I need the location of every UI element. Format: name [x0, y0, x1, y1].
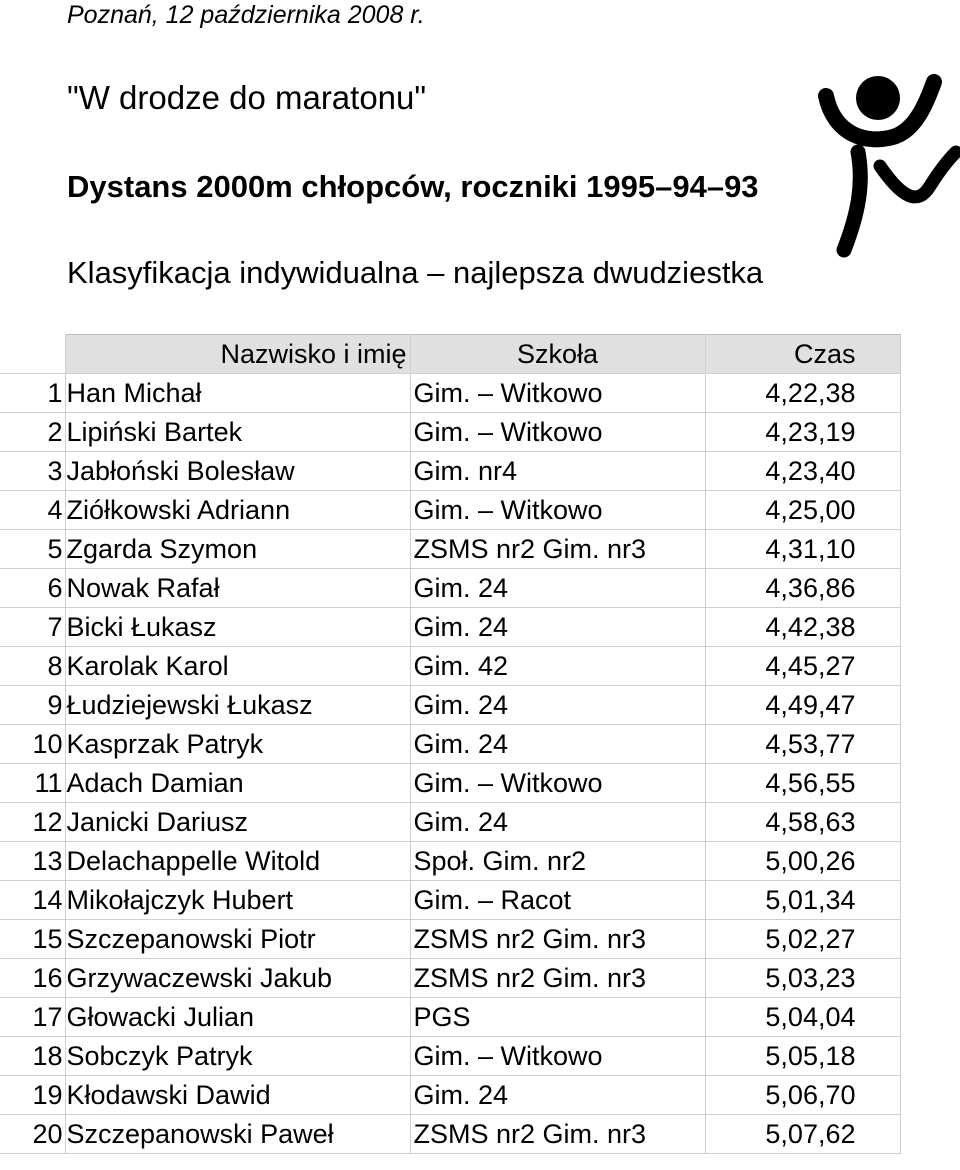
cell-rank: 15	[0, 920, 65, 959]
cell-rank: 18	[0, 1037, 65, 1076]
cell-rank: 20	[0, 1115, 65, 1154]
cell-school: Gim. 24	[410, 725, 705, 764]
cell-school: Gim. 24	[410, 803, 705, 842]
table-row	[0, 569, 900, 608]
cell-name: Mikołajczyk Hubert	[65, 881, 410, 920]
cell-name: Szczepanowski Paweł	[65, 1115, 410, 1154]
cell-rank: 19	[0, 1076, 65, 1115]
cell-time: 5,00,26	[705, 842, 900, 881]
cell-school: Gim. – Witkowo	[410, 1037, 705, 1076]
table-row	[0, 1115, 900, 1154]
cell-time: 4,36,86	[705, 569, 900, 608]
cell-name: Adach Damian	[65, 764, 410, 803]
cell-name: Sobczyk Patryk	[65, 1037, 410, 1076]
cell-school: Gim. 42	[410, 647, 705, 686]
table-row	[0, 764, 900, 803]
runner-logo-icon	[818, 74, 960, 258]
cell-time: 4,56,55	[705, 764, 900, 803]
cell-time: 4,45,27	[705, 647, 900, 686]
cell-name: Delachappelle Witold	[65, 842, 410, 881]
table-row	[0, 647, 900, 686]
results-table	[0, 334, 901, 1154]
cell-name: Zgarda Szymon	[65, 530, 410, 569]
cell-school: Gim. – Witkowo	[410, 491, 705, 530]
header-rank	[0, 335, 65, 374]
cell-time: 4,31,10	[705, 530, 900, 569]
cell-name: Karolak Karol	[65, 647, 410, 686]
cell-rank: 16	[0, 959, 65, 998]
table-row	[0, 1037, 900, 1076]
header-name: Nazwisko i imię	[65, 335, 410, 374]
cell-time: 5,03,23	[705, 959, 900, 998]
cell-name: Kłodawski Dawid	[65, 1076, 410, 1115]
cell-school: Gim. – Witkowo	[410, 374, 705, 413]
event-title: "W drodze do maratonu"	[67, 79, 427, 116]
cell-rank: 7	[0, 608, 65, 647]
cell-time: 5,02,27	[705, 920, 900, 959]
table-row	[0, 998, 900, 1037]
cell-rank: 4	[0, 491, 65, 530]
cell-name: Jabłoński Bolesław	[65, 452, 410, 491]
cell-time: 4,23,40	[705, 452, 900, 491]
table-row	[0, 686, 900, 725]
table-row	[0, 452, 900, 491]
cell-time: 4,49,47	[705, 686, 900, 725]
table-row	[0, 842, 900, 881]
cell-time: 4,22,38	[705, 374, 900, 413]
cell-school: Gim. 24	[410, 1076, 705, 1115]
cell-rank: 2	[0, 413, 65, 452]
cell-rank: 13	[0, 842, 65, 881]
cell-school: Gim. – Witkowo	[410, 764, 705, 803]
cell-school: Gim. nr4	[410, 452, 705, 491]
table-row	[0, 1076, 900, 1115]
cell-school: ZSMS nr2 Gim. nr3	[410, 920, 705, 959]
cell-rank: 5	[0, 530, 65, 569]
cell-rank: 9	[0, 686, 65, 725]
cell-name: Janicki Dariusz	[65, 803, 410, 842]
cell-name: Bicki Łukasz	[65, 608, 410, 647]
header-time: Czas	[705, 335, 900, 374]
cell-rank: 6	[0, 569, 65, 608]
cell-name: Łudziejewski Łukasz	[65, 686, 410, 725]
cell-rank: 1	[0, 374, 65, 413]
cell-name: Szczepanowski Piotr	[65, 920, 410, 959]
cell-rank: 11	[0, 764, 65, 803]
table-header-row	[0, 335, 900, 374]
table-row	[0, 920, 900, 959]
cell-name: Nowak Rafał	[65, 569, 410, 608]
cell-rank: 17	[0, 998, 65, 1037]
header-school: Szkoła	[410, 335, 705, 374]
cell-time: 4,42,38	[705, 608, 900, 647]
cell-time: 4,58,63	[705, 803, 900, 842]
cell-school: Społ. Gim. nr2	[410, 842, 705, 881]
cell-school: ZSMS nr2 Gim. nr3	[410, 530, 705, 569]
cell-rank: 12	[0, 803, 65, 842]
table-row	[0, 725, 900, 764]
cell-time: 5,01,34	[705, 881, 900, 920]
cell-time: 4,25,00	[705, 491, 900, 530]
cell-rank: 8	[0, 647, 65, 686]
table-row	[0, 530, 900, 569]
cell-school: Gim. 24	[410, 686, 705, 725]
cell-school: PGS	[410, 998, 705, 1037]
distance-title: Dystans 2000m chłopców, roczniki 1995–94–93	[67, 169, 759, 204]
classification-title: Klasyfikacja indywidualna – najlepsza dwudziestka	[67, 255, 764, 290]
cell-rank: 14	[0, 881, 65, 920]
cell-rank: 3	[0, 452, 65, 491]
cell-school: Gim. – Witkowo	[410, 413, 705, 452]
cell-name: Lipiński Bartek	[65, 413, 410, 452]
cell-school: Gim. – Racot	[410, 881, 705, 920]
cell-name: Ziółkowski Adriann	[65, 491, 410, 530]
cell-name: Kasprzak Patryk	[65, 725, 410, 764]
table-row	[0, 491, 900, 530]
cell-name: Głowacki Julian	[65, 998, 410, 1037]
table-row	[0, 959, 900, 998]
table-row	[0, 374, 900, 413]
cell-time: 5,06,70	[705, 1076, 900, 1115]
table-row	[0, 881, 900, 920]
table-row	[0, 608, 900, 647]
table-row	[0, 413, 900, 452]
cell-school: Gim. 24	[410, 608, 705, 647]
cell-school: Gim. 24	[410, 569, 705, 608]
cell-rank: 10	[0, 725, 65, 764]
cell-name: Han Michał	[65, 374, 410, 413]
cell-name: Grzywaczewski Jakub	[65, 959, 410, 998]
document-date: Poznań, 12 października 2008 r.	[67, 1, 425, 29]
table-row	[0, 803, 900, 842]
cell-time: 4,53,77	[705, 725, 900, 764]
cell-time: 5,04,04	[705, 998, 900, 1037]
cell-time: 5,07,62	[705, 1115, 900, 1154]
cell-time: 4,23,19	[705, 413, 900, 452]
cell-time: 5,05,18	[705, 1037, 900, 1076]
cell-school: ZSMS nr2 Gim. nr3	[410, 1115, 705, 1154]
cell-school: ZSMS nr2 Gim. nr3	[410, 959, 705, 998]
